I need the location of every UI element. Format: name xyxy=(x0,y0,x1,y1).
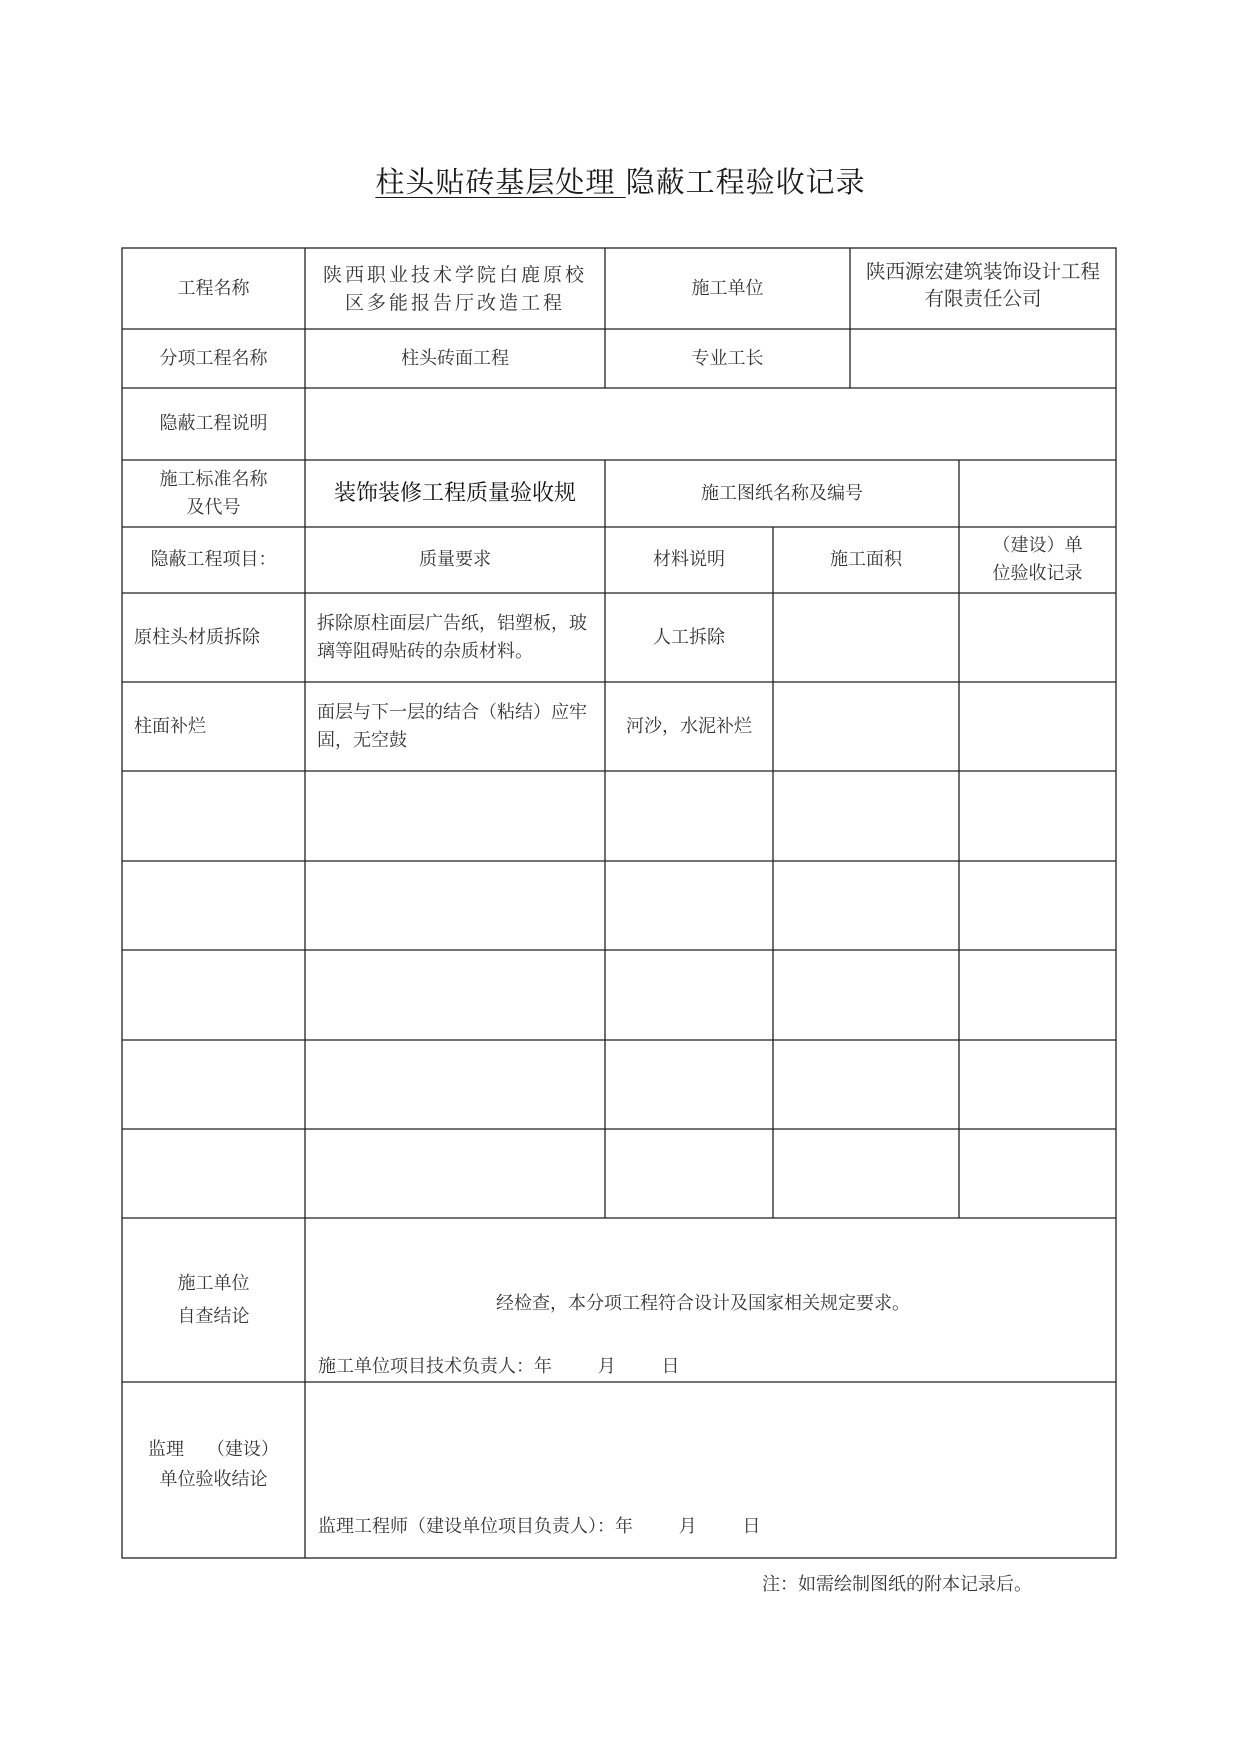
foreman-value xyxy=(850,329,1116,388)
drawing-value xyxy=(959,460,1116,527)
item-2-acceptance xyxy=(959,682,1116,771)
concealed-description-value xyxy=(305,388,1116,460)
item-7-area xyxy=(773,1129,959,1218)
item-2-quality: 面层与下一层的结合（粘结）应牢固，无空鼓 xyxy=(317,701,587,751)
item-2-name: 柱面补烂 xyxy=(134,715,206,737)
item-4-material xyxy=(605,861,773,950)
standard-label: 施工标准名称及代号 xyxy=(159,468,268,518)
item-3-acceptance xyxy=(959,771,1116,861)
item-6-area xyxy=(773,1040,959,1129)
drawing-label: 施工图纸名称及编号 xyxy=(701,482,863,504)
header-item: 隐蔽工程项目： xyxy=(150,549,277,570)
item-6-material xyxy=(605,1040,773,1129)
item-4-acceptance xyxy=(959,861,1116,950)
supervision-label-line2: 单位验收结论 xyxy=(159,1469,268,1490)
subitem-label: 分项工程名称 xyxy=(159,347,268,369)
supervision-label xyxy=(122,1382,305,1558)
item-4-area xyxy=(773,861,959,950)
item-5-area xyxy=(773,950,959,1040)
item-5-quality xyxy=(305,950,605,1040)
item-5-acceptance xyxy=(959,950,1116,1040)
item-3-quality xyxy=(305,771,605,861)
header-material: 材料说明 xyxy=(653,549,725,570)
item-1-name: 原柱头材质拆除 xyxy=(134,626,260,648)
project-name-value: 陕西职业技术学院白鹿原校区多能报告厅改造工程 xyxy=(322,263,587,314)
title-subject: 柱头贴砖基层处理 xyxy=(375,165,626,199)
item-5-material xyxy=(605,950,773,1040)
self-check-label-line2: 自查结论 xyxy=(177,1306,250,1327)
item-7-quality xyxy=(305,1129,605,1218)
item-4-quality xyxy=(305,861,605,950)
item-7-name xyxy=(122,1129,305,1218)
supervision-signer: 监理工程师（建设单位项目负责人）：年 月 日 xyxy=(318,1516,761,1537)
item-7-acceptance xyxy=(959,1129,1116,1218)
self-check-signer: 施工单位项目技术负责人：年 月 日 xyxy=(318,1356,680,1377)
contractor-value: 陕西源宏建筑装饰设计工程有限责任公司 xyxy=(865,260,1100,310)
contractor-label: 施工单位 xyxy=(691,277,764,299)
header-quality: 质量要求 xyxy=(419,549,491,570)
foreman-label: 专业工长 xyxy=(691,347,764,369)
project-name-label: 工程名称 xyxy=(177,277,250,299)
item-1-material: 人工拆除 xyxy=(653,626,725,648)
item-6-quality xyxy=(305,1040,605,1129)
item-3-material xyxy=(605,771,773,861)
self-check-conclusion: 经检查，本分项工程符合设计及国家相关规定要求。 xyxy=(496,1293,910,1314)
title-record-type: 隐蔽工程验收记录 xyxy=(625,165,866,199)
item-3-name xyxy=(122,771,305,861)
item-1-quality: 拆除原柱面层广告纸，铝塑板，玻璃等阻碍贴砖的杂质材料。 xyxy=(317,612,587,662)
concealed-description-label: 隐蔽工程说明 xyxy=(159,413,268,434)
item-4-name xyxy=(122,861,305,950)
item-6-acceptance xyxy=(959,1040,1116,1129)
supervision-label-line1: 监理 （建设） xyxy=(148,1439,279,1460)
standard-value: 装饰装修工程质量验收规 xyxy=(333,480,576,506)
self-check-label xyxy=(122,1218,305,1382)
footnote: 注：如需绘制图纸的附本记录后。 xyxy=(762,1574,1032,1595)
header-acceptance: （建设）单位验收记录 xyxy=(992,535,1083,584)
item-1-area xyxy=(773,593,959,682)
item-2-material: 河沙，水泥补烂 xyxy=(626,715,752,737)
item-6-name xyxy=(122,1040,305,1129)
item-3-area xyxy=(773,771,959,861)
item-2-area xyxy=(773,682,959,771)
subitem-value: 柱头砖面工程 xyxy=(401,347,509,369)
item-5-name xyxy=(122,950,305,1040)
item-1-acceptance xyxy=(959,593,1116,682)
self-check-label-line1: 施工单位 xyxy=(177,1273,250,1294)
header-area: 施工面积 xyxy=(830,549,902,570)
item-7-material xyxy=(605,1129,773,1218)
